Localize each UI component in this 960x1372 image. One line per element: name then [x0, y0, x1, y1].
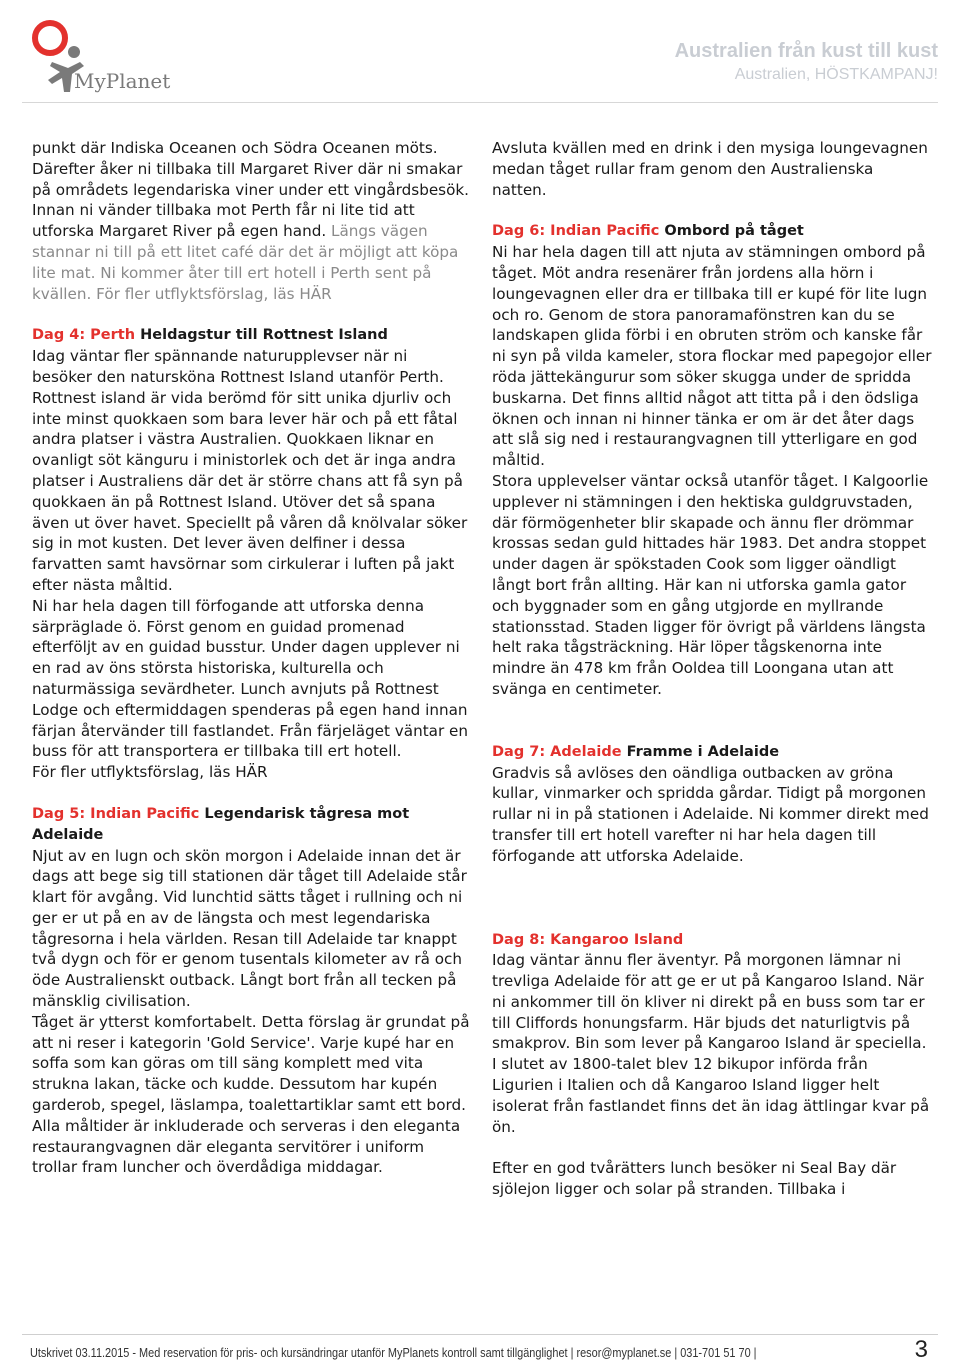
day5-text: Njut av en lugn och skön morgon i Adelaide innan det är dags att bege sig till stationen där tåget till Adelaide står klart för avgång. Vid lunchtid sätts tåget i rullning och ni ger er ut på en av de längsta och mest legendariska tågresorna i hela världen. Resan till Adelaide tar knappt två dygn och för er genom tusentals kilometer av rå och öde Australienskt outback. Långt bort från all tecken på mänsklig civilisation. [32, 846, 467, 1011]
document-header [675, 40, 938, 84]
day6-text-2: Stora upplevelser väntar också utanför tåget. I Kalgoorlie upplever ni stämningen i den hektiska guldgruvstaden, där förmögenheter blir skapade och ännu fler drömmar krossas sedan guld hittades här 1983. Det andra stoppet under dagen är spökstaden Cook som ligger oändligt långt bort från allting. Här kan ni utforska gamla gator och byggnader som en gång utgjorde en myllrande stationsstad. Staden ligger för övrigt på världens längsta helt raka tågsträckning. Här löper tågskenorna inte mindre än 478 km från Ooldea till Loongana utan att svänga en centimeter. [492, 471, 929, 698]
day7-title: Framme i Adelaide [626, 743, 780, 760]
day7-heading [492, 742, 932, 763]
day7-number: Dag 7: Adelaide [492, 743, 622, 760]
footer-divider [22, 1334, 938, 1335]
day4-text: Idag väntar fler spännande naturupplevser när ni besöker den natursköna Rottnest Island utanför Perth. Rottnest island är vida berömd för sitt unika djurliv och inte minst quokkaen som bara lever här och på ett fåtal andra platser i västra Australien. Quokkaen liknar en ovanligt söt känguru i ministorlek och det är inga andra platser i Australiens där det är större chans att få syn på quokkaen än på Rottnest Island. Utöver det så spana även ut över havet. Speciellt på våren då knölvalar söker sig in mot kusten. Det lever även delfiner i dessa farvatten samt havsörnar som cirkulerar i luften på jakt efter nästa måltid. [32, 347, 468, 594]
day5-title: Legendarisk tågresa mot Adelaide [32, 805, 410, 843]
day8-number: Dag 8: Kangaroo Island [492, 931, 684, 948]
day7-text: Gradvis så avlöses den oändliga outbacken av gröna kullar, vinmarker och spridda gårdar. Tidigt på morgonen rullar ni in på stationen i Adelaide. Ni kommer direkt med transfer till ert hotell varefter ni har hela dagen till förfogande att utforska Adelaide. [492, 763, 929, 865]
day5-heading [32, 804, 472, 846]
document-subtitle: Australien, HÖSTKAMPANJ! [734, 66, 938, 83]
day8-heading [492, 930, 932, 951]
right-intro: Avsluta kvällen med en drink i den mysiga loungevagnen medan tåget rullar fram genom den Australienska natten. [492, 139, 928, 199]
day6-heading [492, 221, 932, 242]
day4-title: Heldagstur till Rottnest Island [140, 327, 388, 344]
header-divider [22, 102, 938, 103]
left-column [32, 138, 472, 1178]
day5-number: Dag 5: Indian Pacific [32, 805, 200, 822]
logo-wordmark: MyPlanet [74, 69, 171, 93]
day4-text-2: Ni har hela dagen till förfogande att utforska denna särpräglade ö. Först genom en guidad promenad efterföljt av en guidad busstur. Under dagen upplever ni en rad av öns största historiska, kulturella och naturmässiga sevärdheter. Lunch avnjuts på Rottnest Lodge och eftermiddagen spenderas på egen hand innan färjan återvänder till fastlandet. Från färjeläget väntar en buss för att transportera er tillbaka till ert hotell. [32, 596, 469, 761]
day6-text: Ni har hela dagen till att njuta av stämningen ombord på tåget. Möt andra resenärer från jordens alla hörn i loungevagnen eller dra er tillbaka till er kupé för lite lugn och ro. Genom de stora panoramafönstren kan du se landskapen glida förbi i en obruten ström och kanske får ni syn på vilda kameler, stora flockar med papegojor eller röda jättekängurur som söker skugga under de spridda buskarna. Det finns alltid något att titta på i den ödsliga öknen och innan ni hinner tänka er om är det åter dags att slå sig ned i restaurangvagnen till ytterligare en god måltid. [492, 243, 932, 470]
intro-text: punkt där Indiska Oceanen och Södra Oceanen möts. Därefter åker ni tillbaka till Margaret River där ni smakar på områdets legendariska viner under ett vingårdsbesök. Innan ni vänder tillbaka mot Perth får ni lite tid att utforska Margaret River på egen hand. [32, 139, 470, 241]
right-column [492, 138, 932, 1200]
day4-more-link[interactable]: För fler utflyktsförslag, läs HÄR [32, 763, 268, 782]
day8-text: Idag väntar ännu fler äventyr. På morgonen lämnar ni trevliga Adelaide för att ge er ut på Kangaroo Island. När ni ankommer till ön kliver ni direkt på en buss som tar er till Cliffords honungsfarm. Här bjuds det naturligtvis på smakprov. Bin som lever på Kangaroo Island är speciella. I slutet av 1800-talet blev 12 bikupor införda från Ligurien i Italien och då Kangaroo Island ligger helt isolerat från fastlandet finns det än idag ättlingar kvar på ön. [492, 951, 930, 1136]
page-number: 3 [914, 1336, 928, 1363]
day6-number: Dag 6: Indian Pacific [492, 223, 660, 240]
intro-grey-text: Längs vägen stannar ni till på ett litet café där det är möjligt att köpa lite mat. Ni kommer åter till ert hotell i Perth sent på kvällen. För fler utflyktsförslag, läs HÄR [32, 222, 459, 303]
logo-mark-icon [22, 10, 172, 100]
left-intro [32, 138, 472, 304]
myplanet-logo[interactable] [22, 10, 172, 100]
day8-text-2: Efter en god tvårätters lunch besöker ni Seal Bay där sjölejon ligger och solar på stranden. Tillbaka i [492, 1159, 897, 1199]
document-title: Australien från kust till kust [674, 40, 938, 62]
day4-number: Dag 4: Perth [32, 327, 136, 344]
day5-text-2: Tåget är ytterst komfortabelt. Detta förslag är grundat på att ni reser i kategorin 'Gold Service'. Varje kupé har en soffa som kan göras om till säng komplett med vita strukna lakan, täcke och kudde. Dessutom har kupén garderob, spegel, läslampa, toalettartiklar samt ett bord. Alla måltider är inkluderade och serveras i den eleganta restaurangvagnen där eleganta servitörer i uniform trollar fram luncher och överdådiga middagar. [32, 1012, 470, 1177]
day6-title: Ombord på tåget [664, 223, 804, 240]
day4-heading [32, 325, 472, 346]
footer-text: Utskrivet 03.11.2015 - Med reservation för pris- och kursändringar utanför MyPlanets kontroll samt tillgänglighet | resor@myplanet.se | 031-701 51 70 | [30, 1345, 757, 1360]
